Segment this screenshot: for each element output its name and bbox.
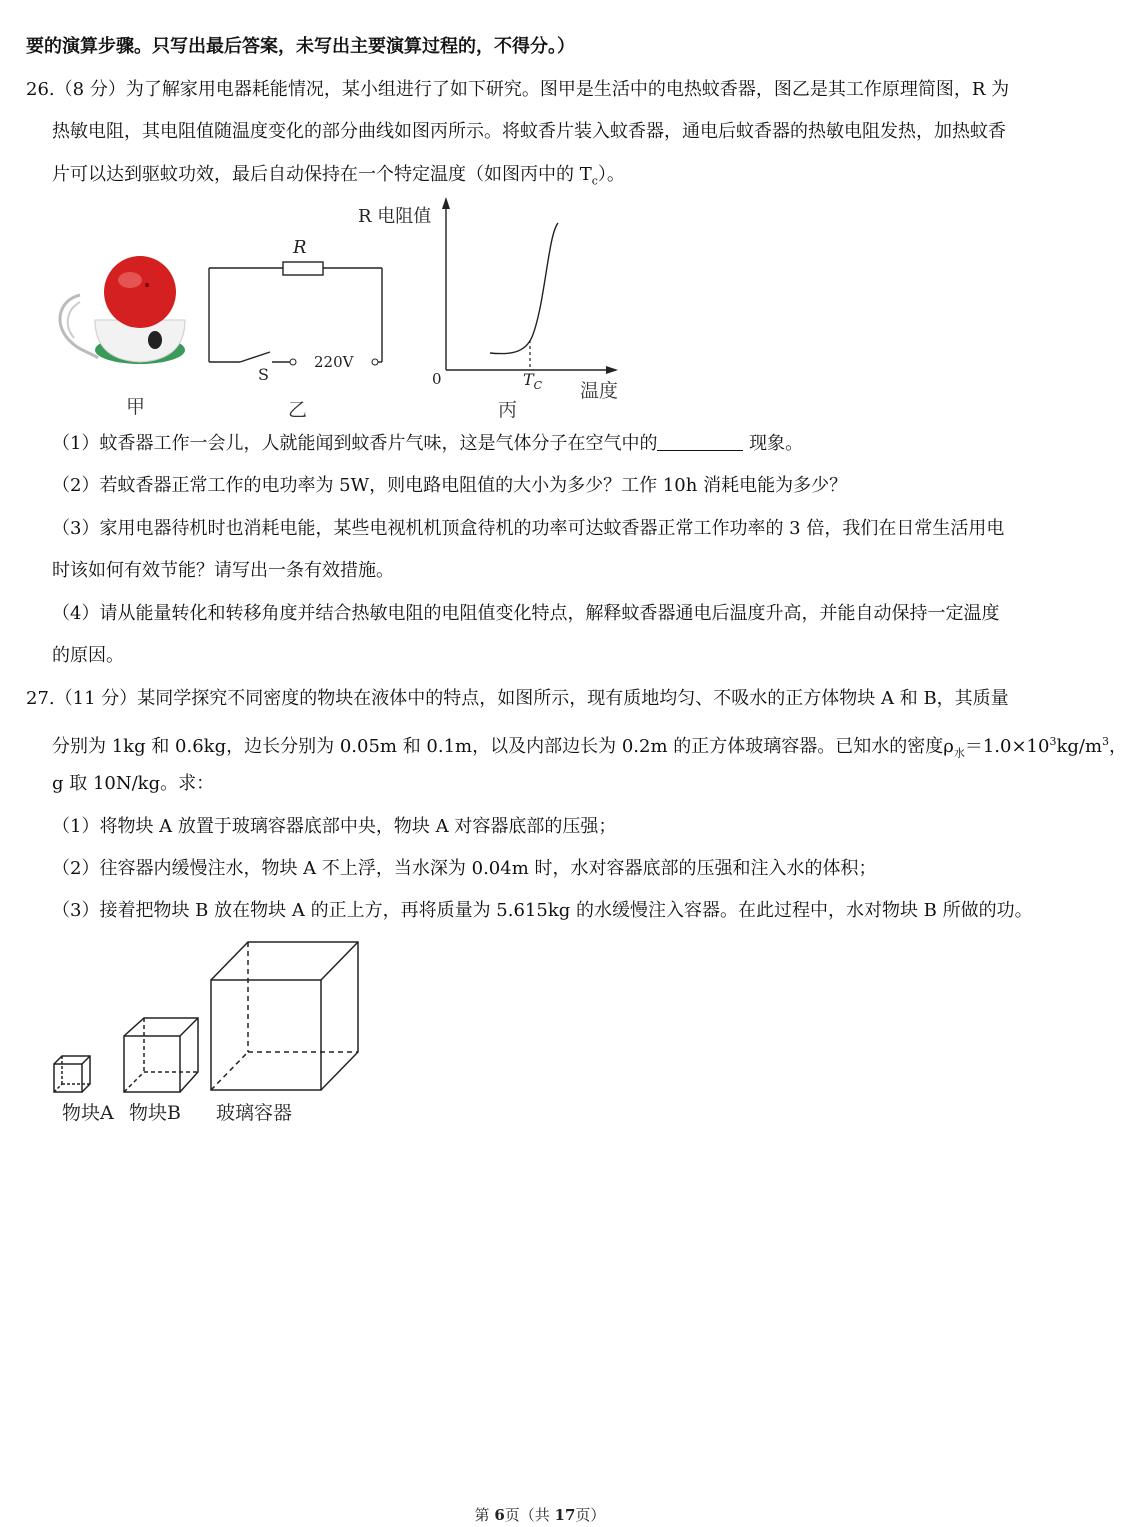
question-27-part-1: （1）将物块 A 放置于玻璃容器底部中央，物块 A 对容器底部的压强； [52,816,617,837]
resistance-temperature-graph [420,195,625,385]
glass-container [211,942,358,1090]
cube-b-label: 物块B [129,1102,181,1124]
question-26-part-2: （2）若蚊香器正常工作的电功率为 5W，则电路电阻值的大小为多少？工作 10h 消耗电能为多少？ [52,475,848,496]
figure-yi-label: 乙 [288,399,308,421]
resistance-curve [490,223,558,354]
question-27-intro-line-1: 27.（11 分）某同学探究不同密度的物块在液体中的特点，如图所示，现有质地均匀、不吸水的正方体物块 A 和 B，其质量 [26,688,1009,709]
instruction-line: 要的演算步骤。只写出最后答案，未写出主要演算过程的，不得分。） [26,36,575,57]
page-number: 6 [494,1506,505,1524]
cube-a [54,1056,90,1092]
graph-y-label: R 电阻值 [358,206,432,227]
figure-jia-label: 甲 [126,396,146,418]
voltage-label: 220V [314,353,354,371]
figure-bing-label: 丙 [498,399,518,421]
graph-origin-label: 0 [432,370,442,388]
question-number: 27. [26,688,55,709]
question-26-part-3-line-2: 时该如何有效节能？请写出一条有效措施。 [52,560,394,581]
question-26-part-4-line-2: 的原因。 [52,645,124,666]
question-27-intro-line-3: g 取 10N/kg。求： [52,773,215,794]
question-number: 26. [26,79,55,100]
question-26-part-4-line-1: （4）请从能量转化和转移角度并结合热敏电阻的电阻值变化特点，解释蚊香器通电后温度升高，并能自动保持一定温度 [52,603,1000,624]
question-26-intro-line-3: 片可以达到驱蚊功效，最后自动保持在一个特定温度（如图丙中的 $T_c$）。 [52,164,625,188]
graph-x-label: 温度 [580,380,619,402]
resistor-label: R [293,237,307,258]
resistor-symbol [283,262,323,275]
question-26-intro-line-1: 26.（8 分）为了解家用电器耗能情况，某小组进行了如下研究。图甲是生活中的电热蚊香器，图乙是其工作原理简图，R 为 [26,79,1010,100]
cube-b [124,1018,198,1092]
cube-a-label: 物块A [62,1102,114,1124]
question-27-part-2: （2）往容器内缓慢注水，物块 A 不上浮，当水深为 0.04m 时，水对容器底部的压强和注入水的体积； [52,858,877,879]
question-score: （8 分） [54,79,126,100]
question-27-intro-line-2: 分别为 1kg 和 0.6kg，边长分别为 0.05m 和 0.1m，以及内部边长为 0.2m 的正方体玻璃容器。已知水的密度$\rho_水=1.0\times 10^3kg/m^3$， [52,735,1127,760]
page-footer: 第 6页（共 17页） [474,1506,606,1524]
question-score: （11 分） [54,688,138,709]
question-26-intro-line-2: 热敏电阻，其电阻值随温度变化的部分曲线如图丙所示。将蚊香片装入蚊香器，通电后蚊香器的热敏电阻发热，加热蚊香 [52,121,1006,142]
mosquito-device-image [50,240,190,370]
question-26-part-3-line-1: （3）家用电器待机时也消耗电能，某些电视机机顶盒待机的功率可达蚊香器正常工作功率的 3 倍，我们在日常生活用电 [52,518,1005,539]
question-26-part-1: （1）蚊香器工作一会儿，人就能闻到蚊香片气味，这是气体分子在空气中的 现象。 [52,433,804,454]
switch-label: S [258,365,269,384]
question-27-part-3: （3）接着把物块 B 放在物块 A 的正上方，再将质量为 5.615kg 的水缓慢注入容器。在此过程中，水对物块 B 所做的功。 [52,900,1033,921]
total-pages: 17 [554,1506,576,1524]
cubes-diagram [50,938,370,1098]
graph-tc-label: $T_C$ [523,370,543,393]
glass-container-label: 玻璃容器 [216,1102,293,1124]
switch-symbol [240,352,270,362]
answer-blank[interactable] [657,432,743,451]
